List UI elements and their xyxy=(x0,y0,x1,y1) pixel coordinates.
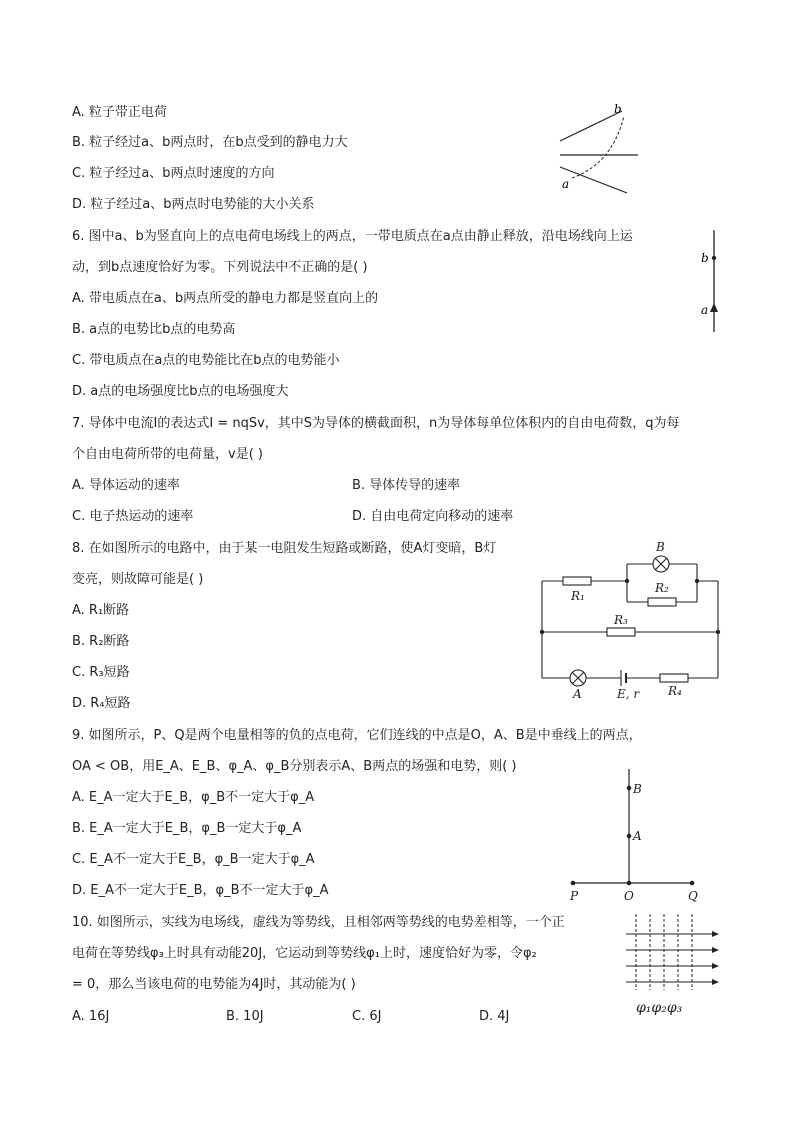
q5-option-d: D. 粒子经过a、b两点时电势能的大小关系 xyxy=(72,197,315,212)
q10-option-b: B. 10J xyxy=(226,1009,264,1024)
q8-option-c: C. R₃短路 xyxy=(72,665,130,680)
q8-label-r1: R₁ xyxy=(571,589,585,603)
q5-label-a: a xyxy=(562,177,570,191)
q8-resistor-r3 xyxy=(607,628,635,636)
q10-label-phi: φ₁φ₂φ₃ xyxy=(636,1000,683,1016)
q8-resistor-r4 xyxy=(660,674,688,682)
q6-option-b: B. a点的电势比b点的电势高 xyxy=(72,322,236,337)
q9-label-p: P xyxy=(570,889,579,903)
q7-option-a: A. 导体运动的速率 xyxy=(72,478,180,493)
q9-label-o: O xyxy=(624,889,634,903)
q8-label-a: A xyxy=(573,687,582,701)
q9-label-q: Q xyxy=(688,889,698,903)
q10-option-c: C. 6J xyxy=(352,1009,382,1024)
q9-label-a: A xyxy=(633,829,642,843)
q8-stem-line2: 变亮，则故障可能是( ) xyxy=(72,572,204,587)
q8-label-er: E, r xyxy=(617,687,640,701)
q8-label-r3: R₃ xyxy=(614,613,628,627)
q6-option-a: A. 带电质点在a、b两点所受的静电力都是竖直向上的 xyxy=(72,291,379,306)
q8-label-b: B xyxy=(656,540,665,554)
q5-option-a: A. 粒子带正电荷 xyxy=(72,105,167,120)
q5-option-c: C. 粒子经过a、b两点时速度的方向 xyxy=(72,166,275,181)
q10-figure xyxy=(622,912,722,1020)
q9-stem-line2: OA < OB，用E_A、E_B、φ_A、φ_B分别表示A、B两点的场强和电势，则( ) xyxy=(72,759,517,774)
q8-option-a: A. R₁断路 xyxy=(72,603,130,618)
q9-label-b: B xyxy=(633,782,642,796)
q8-resistor-r2 xyxy=(648,598,676,606)
q7-option-d: D. 自由电荷定向移动的速率 xyxy=(352,509,514,524)
q9-option-a: A. E_A一定大于E_B，φ_B不一定大于φ_A xyxy=(72,790,315,805)
q10-option-d: D. 4J xyxy=(479,1009,510,1024)
q8-option-b: B. R₂断路 xyxy=(72,634,130,649)
q8-stem-line1: 8. 在如图所示的电路中，由于某一电阻发生短路或断路，使A灯变暗，B灯 xyxy=(72,541,497,556)
q6-figure xyxy=(695,228,725,336)
q9-option-b: B. E_A一定大于E_B，φ_B一定大于φ_A xyxy=(72,821,302,836)
q7-stem-line1: 7. 导体中电流I的表达式I = nqSv，其中S为导体的横截面积，n为导体每单位体积内的自由电荷数，q为每 xyxy=(72,416,680,431)
q10-stem-line1: 10. 如图所示，实线为电场线，虚线为等势线，且相邻两等势线的电势差相等，一个正 xyxy=(72,915,565,930)
q6-option-c: C. 带电质点在a点的电势能比在b点的电势能小 xyxy=(72,353,340,368)
q10-option-a: A. 16J xyxy=(72,1009,110,1024)
q9-figure xyxy=(562,765,712,905)
q5-figure xyxy=(552,98,642,198)
q6-label-a: a xyxy=(701,303,709,317)
q5-label-b: b xyxy=(614,102,622,116)
q5-option-b: B. 粒子经过a、b两点时，在b点受到的静电力大 xyxy=(72,135,348,150)
q8-circuit-figure xyxy=(535,538,730,703)
q8-resistor-r1 xyxy=(563,577,591,585)
q7-option-b: B. 导体传导的速率 xyxy=(352,478,461,493)
q9-stem-line1: 9. 如图所示，P、Q是两个电量相等的负的点电荷，它们连线的中点是O，A、B是中垂线上的两点， xyxy=(72,728,642,743)
q10-stem-line2: 电荷在等势线φ₃上时具有动能20J，它运动到等势线φ₁上时，速度恰好为零，令φ₂ xyxy=(72,946,537,961)
q6-label-b: b xyxy=(701,251,709,265)
q10-stem-line3: = 0，那么当该电荷的电势能为4J时，其动能为( ) xyxy=(72,977,356,992)
q7-stem-line2: 个自由电荷所带的电荷量，v是( ) xyxy=(72,447,263,462)
q8-label-r4: R₄ xyxy=(668,684,682,698)
q7-option-c: C. 电子热运动的速率 xyxy=(72,509,194,524)
q6-stem-line2: 动，到b点速度恰好为零。下列说法中不正确的是( ) xyxy=(72,260,368,275)
q9-option-d: D. E_A不一定大于E_B，φ_B不一定大于φ_A xyxy=(72,883,329,898)
q6-stem-line1: 6. 图中a、b为竖直向上的点电荷电场线上的两点，一带电质点在a点由静止释放，沿电场线向上运 xyxy=(72,229,633,244)
q9-option-c: C. E_A不一定大于E_B，φ_B一定大于φ_A xyxy=(72,852,315,867)
q6-option-d: D. a点的电场强度比b点的电场强度大 xyxy=(72,384,289,399)
q8-label-r2: R₂ xyxy=(655,581,669,595)
q8-option-d: D. R₄短路 xyxy=(72,696,131,711)
